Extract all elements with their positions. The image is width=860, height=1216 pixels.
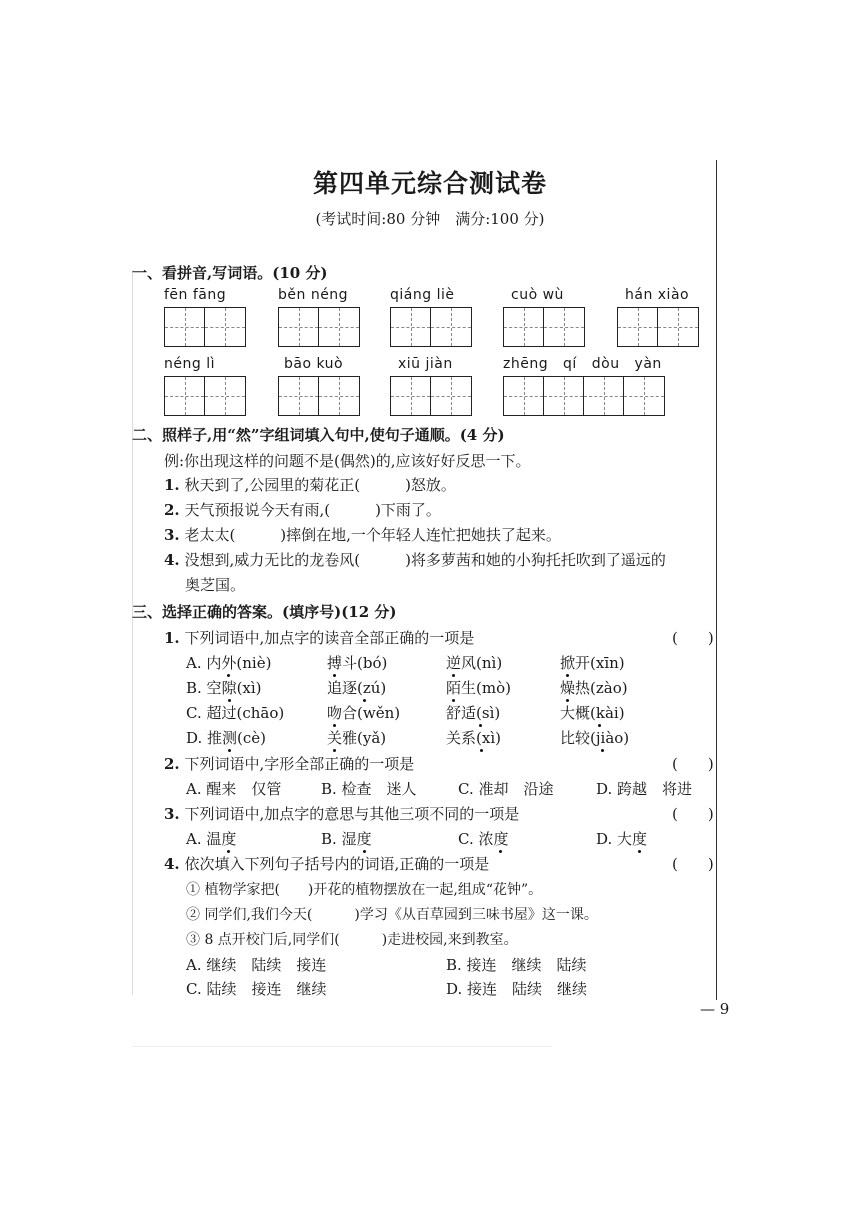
section2-item-2: [164, 499, 441, 520]
q1-option-c1: C. 超过(chāo): [186, 704, 285, 722]
q1-option-b3: 陌生(mò): [446, 679, 511, 697]
section2-item-1: [164, 474, 456, 495]
pinyin-label: zhēng qí dòu yàn: [503, 356, 662, 372]
dotted-char: 适(sì): [461, 704, 501, 722]
pinyin-label: néng lì: [164, 356, 215, 372]
q2-option-b: B. 检查 迷人: [321, 780, 417, 798]
answer-paren-q3[interactable]: ( ): [672, 805, 714, 823]
page-title: 第四单元综合测试卷: [312, 169, 547, 198]
pinyin-item-2: [278, 287, 360, 347]
pinyin-label: hán xiào: [625, 287, 690, 303]
section1-heading: 一、看拼音,写词语。(10 分): [132, 264, 328, 282]
dotted-char: 较(jiào): [575, 729, 630, 747]
dotted-char: 逆: [446, 654, 462, 672]
q2-option-c: C. 准却 沿途: [458, 780, 554, 798]
page-edge-line: [716, 160, 717, 1000]
q4-stem: [164, 853, 489, 874]
pinyin-item-8: [390, 356, 472, 416]
binding-line: [132, 270, 133, 995]
writing-grid[interactable]: [390, 376, 472, 416]
pinyin-item-1: [164, 287, 246, 347]
section2-item-3: [164, 524, 561, 545]
dotted-char: 测: [222, 729, 238, 747]
pinyin-item-9: [503, 356, 665, 416]
dotted-char: 吻: [327, 704, 343, 722]
faint-rule: [132, 1046, 552, 1047]
q1-option-a2: 搏斗(bó): [327, 654, 388, 672]
writing-grid[interactable]: [503, 376, 665, 416]
section2-example: 例:你出现这样的问题不是(偶然)的,应该好好反思一下。: [164, 452, 531, 470]
q4-option-b: B. 接连 继续 陆续: [446, 956, 587, 974]
dotted-char: 系(xì): [461, 729, 501, 747]
pinyin-label: cuò wù: [511, 287, 564, 303]
item-number: 3.: [164, 526, 180, 544]
q4-option-a: A. 继续 陆续 接连: [186, 956, 327, 974]
q-number: 2.: [164, 755, 180, 773]
q-text: 依次填入下列句子括号内的词语,正确的一项是: [184, 855, 490, 873]
pinyin-item-4: [503, 287, 585, 347]
item-number: 2.: [164, 501, 180, 519]
writing-grid[interactable]: [164, 376, 246, 416]
dotted-char: 搏: [327, 654, 343, 672]
q1-option-a4: 掀开(xīn): [560, 654, 625, 672]
pinyin-label: qiáng liè: [390, 287, 455, 303]
q1-option-d2: 关雅(yǎ): [327, 729, 387, 747]
writing-grid[interactable]: [278, 307, 360, 347]
answer-paren-q2[interactable]: ( ): [672, 755, 714, 773]
dotted-char: 概(kài): [575, 704, 625, 722]
q1-option-a3: 逆风(nì): [446, 654, 503, 672]
q4-option-d: D. 接连 陆续 继续: [446, 980, 588, 998]
dotted-char: 隙: [221, 679, 237, 697]
pinyin-item-7: [278, 356, 360, 416]
q3-stem: [164, 803, 519, 824]
pinyin-item-6: [164, 356, 246, 416]
item-text: 没想到,威力无比的龙卷风( )将多萝茜和她的小狗托托吹到了遥远的: [184, 551, 666, 569]
q-number: 4.: [164, 855, 180, 873]
q1-option-d4: 比较(jiào): [560, 729, 630, 747]
q4-sentence-2: ② 同学们,我们今天( )学习《从百草园到三味书屋》这一课。: [186, 907, 598, 923]
q2-stem: [164, 753, 414, 774]
q-text: 下列词语中,加点字的读音全部正确的一项是: [184, 629, 475, 647]
q1-option-b4: 燥热(zào): [560, 679, 628, 697]
section2-item-4: [164, 549, 666, 570]
pinyin-label: xiū jiàn: [398, 356, 453, 372]
q1-option-b2: 追逐(zú): [327, 679, 387, 697]
writing-grid[interactable]: [503, 307, 585, 347]
q2-option-a: A. 醒来 仅管: [186, 780, 282, 798]
dotted-char: 度: [356, 830, 372, 848]
q4-option-c: C. 陆续 接连 继续: [186, 980, 327, 998]
item-text: 秋天到了,公园里的菊花正( )怒放。: [184, 476, 456, 494]
section2-item-4-cont: 奥芝国。: [185, 576, 246, 594]
item-text: 老太太( )摔倒在地,一个年轻人连忙把她扶了起来。: [184, 526, 561, 544]
dotted-char: 逐(zú): [342, 679, 387, 697]
pinyin-label: fēn fāng: [164, 287, 227, 303]
answer-paren-q4[interactable]: ( ): [672, 855, 714, 873]
item-number: 1.: [164, 476, 180, 494]
pinyin-item-3: [390, 287, 472, 347]
writing-grid[interactable]: [278, 376, 360, 416]
dotted-char: 度: [493, 830, 509, 848]
pinyin-label: běn néng: [278, 287, 349, 303]
writing-grid[interactable]: [164, 307, 246, 347]
section2-heading: 二、照样子,用“然”字组词填入句中,使句子通顺。(4 分): [132, 426, 505, 444]
q-number: 1.: [164, 629, 180, 647]
dotted-char: 陌: [446, 679, 462, 697]
dotted-char: 度: [221, 830, 237, 848]
q3-option-a: A. 温度: [186, 830, 237, 848]
q1-stem: [164, 627, 474, 648]
writing-grid[interactable]: [617, 307, 699, 347]
q3-option-d: D. 大度: [596, 830, 648, 848]
q1-option-a1: A. 内外(niè): [186, 654, 272, 672]
q2-option-d: D. 跨越 将进: [596, 780, 693, 798]
writing-grid[interactable]: [390, 307, 472, 347]
section3-heading: 三、选择正确的答案。(填序号)(12 分): [132, 603, 397, 621]
q1-option-d1: D. 推测(cè): [186, 729, 267, 747]
q4-sentence-1: ① 植物学家把( )开花的植物摆放在一起,组成“花钟”。: [186, 882, 543, 898]
q3-option-c: C. 浓度: [458, 830, 509, 848]
dotted-char: 燥: [560, 679, 576, 697]
page-number: — 9: [700, 1000, 730, 1018]
dotted-char: 外: [221, 654, 237, 672]
q1-option-c2: 吻合(wěn): [327, 704, 401, 722]
q1-option-c3: 舒适(sì): [446, 704, 501, 722]
answer-paren-q1[interactable]: ( ): [672, 629, 714, 647]
item-number: 4.: [164, 551, 180, 569]
dotted-char: 关: [327, 729, 343, 747]
item-text: 天气预报说今天有雨,( )下雨了。: [184, 501, 441, 519]
pinyin-label: bāo kuò: [284, 356, 344, 372]
q-text: 下列词语中,加点字的意思与其他三项不同的一项是: [184, 805, 520, 823]
q-text: 下列词语中,字形全部正确的一项是: [184, 755, 415, 773]
dotted-char: 度: [632, 830, 648, 848]
q3-option-b: B. 湿度: [321, 830, 372, 848]
dotted-char: 掀: [560, 654, 576, 672]
q-number: 3.: [164, 805, 180, 823]
q1-option-c4: 大概(kài): [560, 704, 625, 722]
q4-sentence-3: ③ 8 点开校门后,同学们( )走进校园,来到教室。: [186, 932, 518, 948]
exam-info: (考试时间:80 分钟 满分:100 分): [315, 210, 545, 228]
pinyin-item-5: [617, 287, 699, 347]
q1-option-b1: B. 空隙(xì): [186, 679, 262, 697]
q1-option-d3: 关系(xì): [446, 729, 501, 747]
